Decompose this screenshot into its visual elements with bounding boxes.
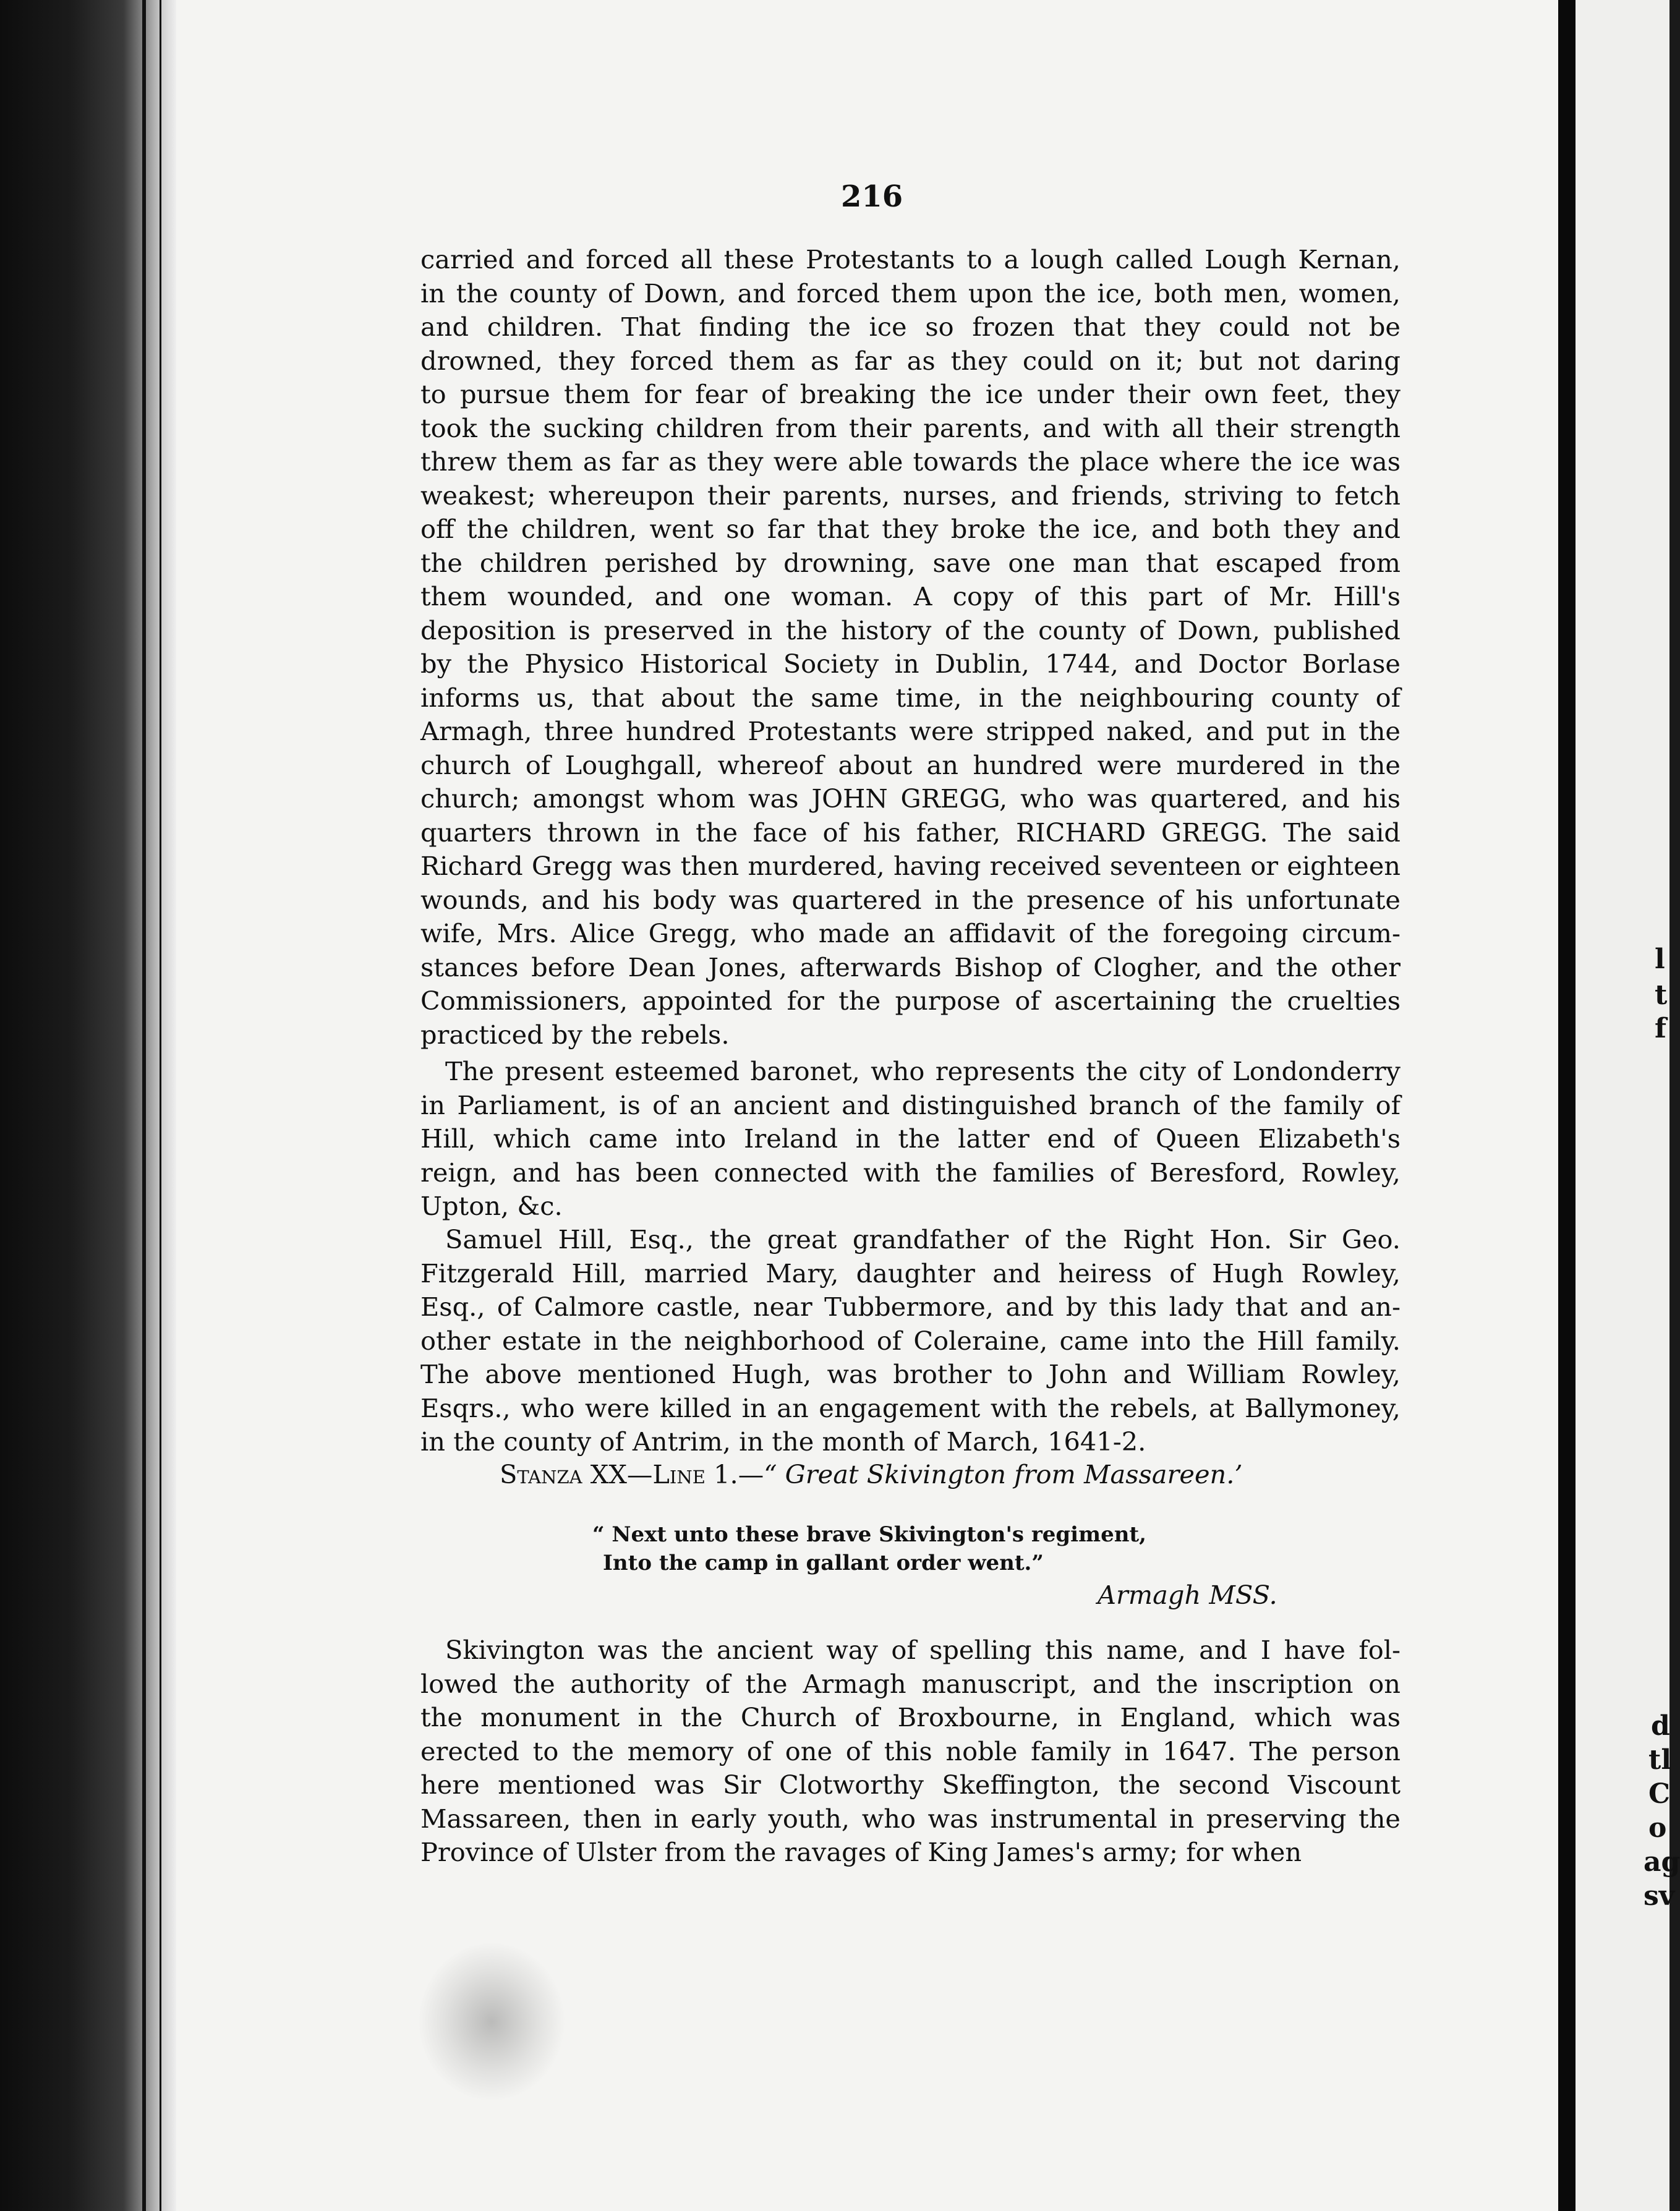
text-line: threw them as far as they were able towards the place where the ice was	[420, 446, 1401, 477]
text-line: the children perished by drowning, save one man that escaped from	[420, 547, 1401, 578]
text-line: Upton, &c.	[420, 1191, 563, 1221]
text-line: here mentioned was Sir Clotworthy Skeffington, the second Viscount	[420, 1770, 1401, 1800]
next-page-sliver	[1576, 0, 1680, 2211]
next-page-fragment: f	[1655, 1013, 1666, 1044]
binding-line	[142, 0, 146, 2211]
text-line: by the Physico Historical Society in Dublin, 1744, and Doctor Borlase	[420, 649, 1401, 679]
paragraph-2	[420, 1055, 1401, 1224]
paragraph-1	[420, 243, 1401, 1052]
text-line: Richard Gregg was then murdered, having received seventeen or eighteen	[420, 851, 1401, 881]
text-line: stances before Dean Jones, afterwards Bishop of Clogher, and the other	[420, 952, 1401, 982]
next-page-fragment: tl	[1648, 1744, 1672, 1776]
verse-line-1: “ Next unto these brave Skivington's regiment,	[592, 1522, 1146, 1547]
stanza-label: Stanza XX—Line 1.—	[500, 1459, 764, 1489]
next-page-fragment: ag	[1644, 1846, 1680, 1878]
text-line: The present esteemed baronet, who represents the city of Londonderry	[445, 1056, 1401, 1086]
text-line: off the children, went so far that they broke the ice, and both they and	[420, 514, 1401, 544]
text-line: lowed the authority of the Armagh manuscript, and the inscription on	[420, 1668, 1401, 1699]
attribution: Armagh MSS.	[1098, 1580, 1277, 1610]
text-line: informs us, that about the same time, in the neighbouring county of	[420, 682, 1401, 713]
page-number: 216	[841, 179, 903, 214]
verse-line-2: Into the camp in gallant order went.”	[603, 1551, 1044, 1575]
text-line: them wounded, and one woman. A copy of this part of Mr. Hill's	[420, 581, 1401, 611]
text-line: Fitzgerald Hill, married Mary, daughter and heiress of Hugh Rowley,	[420, 1258, 1401, 1289]
stanza-heading	[500, 1459, 1243, 1489]
text-line: practiced by the rebels.	[420, 1019, 730, 1050]
binding-line	[160, 0, 161, 2211]
text-line: wife, Mrs. Alice Gregg, who made an affidavit of the foregoing circum-	[420, 918, 1401, 948]
next-page-fragment: sv	[1644, 1880, 1675, 1912]
page-stain	[417, 1941, 566, 2102]
text-line: drowned, they forced them as far as they could on it; but not daring	[420, 345, 1401, 376]
text-line: Armagh, three hundred Protestants were stripped naked, and put in the	[420, 716, 1401, 746]
text-line: Hill, which came into Ireland in the latter end of Queen Elizabeth's	[420, 1123, 1401, 1154]
text-line: deposition is preserved in the history of the county of Down, published	[420, 615, 1401, 645]
text-line: in the county of Antrim, in the month of March, 1641-2.	[420, 1426, 1146, 1457]
text-line: wounds, and his body was quartered in the presence of his unfortunate	[420, 884, 1401, 915]
next-page-fragment: d	[1651, 1710, 1670, 1742]
text-line: quarters thrown in the face of his father, RICHARD GREGG. The said	[420, 817, 1401, 848]
text-line: Commissioners, appointed for the purpose of ascertaining the cruelties	[420, 986, 1401, 1016]
text-line: in Parliament, is of an ancient and distinguished branch of the family of	[420, 1089, 1401, 1120]
text-line: in the county of Down, and forced them upon the ice, both men, women,	[420, 278, 1401, 309]
text-line: Province of Ulster from the ravages of King James's army; for when	[420, 1837, 1302, 1867]
text-line: Samuel Hill, Esq., the great grandfather of the Right Hon. Sir Geo.	[445, 1224, 1401, 1255]
next-page-fragment: C	[1648, 1778, 1671, 1810]
text-line: Massareen, then in early youth, who was instrumental in preserving the	[420, 1803, 1401, 1834]
text-line: took the sucking children from their parents, and with all their strength	[420, 412, 1401, 443]
text-line: Esqrs., who were killed in an engagement with the rebels, at Ballymoney,	[420, 1392, 1401, 1423]
text-line: church of Loughgall, whereof about an hundred were murdered in the	[420, 749, 1401, 780]
book-binding-edge	[0, 0, 176, 2211]
text-line: Esq., of Calmore castle, near Tubbermore, and by this lady that and an-	[420, 1292, 1401, 1322]
stanza-quote: “ Great Skivington from Massareen.’	[764, 1459, 1243, 1489]
text-line: The above mentioned Hugh, was brother to John and William Rowley,	[420, 1359, 1401, 1389]
next-page-fragment: t	[1655, 979, 1668, 1011]
text-line: church; amongst whom was JOHN GREGG, who was quartered, and his	[420, 783, 1401, 814]
paragraph-3	[420, 1223, 1401, 1459]
next-page-fragment: o	[1648, 1812, 1667, 1844]
text-line: other estate in the neighborhood of Coleraine, came into the Hill family.	[420, 1325, 1401, 1356]
paragraph-4	[420, 1634, 1401, 1870]
text-line: carried and forced all these Protestants to a lough called Lough Kernan,	[420, 244, 1401, 275]
text-line: reign, and has been connected with the families of Beresford, Rowley,	[420, 1157, 1401, 1188]
text-line: the monument in the Church of Broxbourne, in England, which was	[420, 1702, 1401, 1732]
page-gutter	[1558, 0, 1576, 2211]
text-line: to pursue them for fear of breaking the ice under their own feet, they	[420, 379, 1401, 409]
text-line: weakest; whereupon their parents, nurses, and friends, striving to fetch	[420, 480, 1401, 511]
text-line: and children. That finding the ice so frozen that they could not be	[420, 312, 1401, 342]
text-line: erected to the memory of one of this noble family in 1647. The person	[420, 1736, 1401, 1766]
text-line: Skivington was the ancient way of spelling this name, and I have fol-	[445, 1635, 1401, 1665]
next-page-fragment: l	[1655, 944, 1665, 975]
